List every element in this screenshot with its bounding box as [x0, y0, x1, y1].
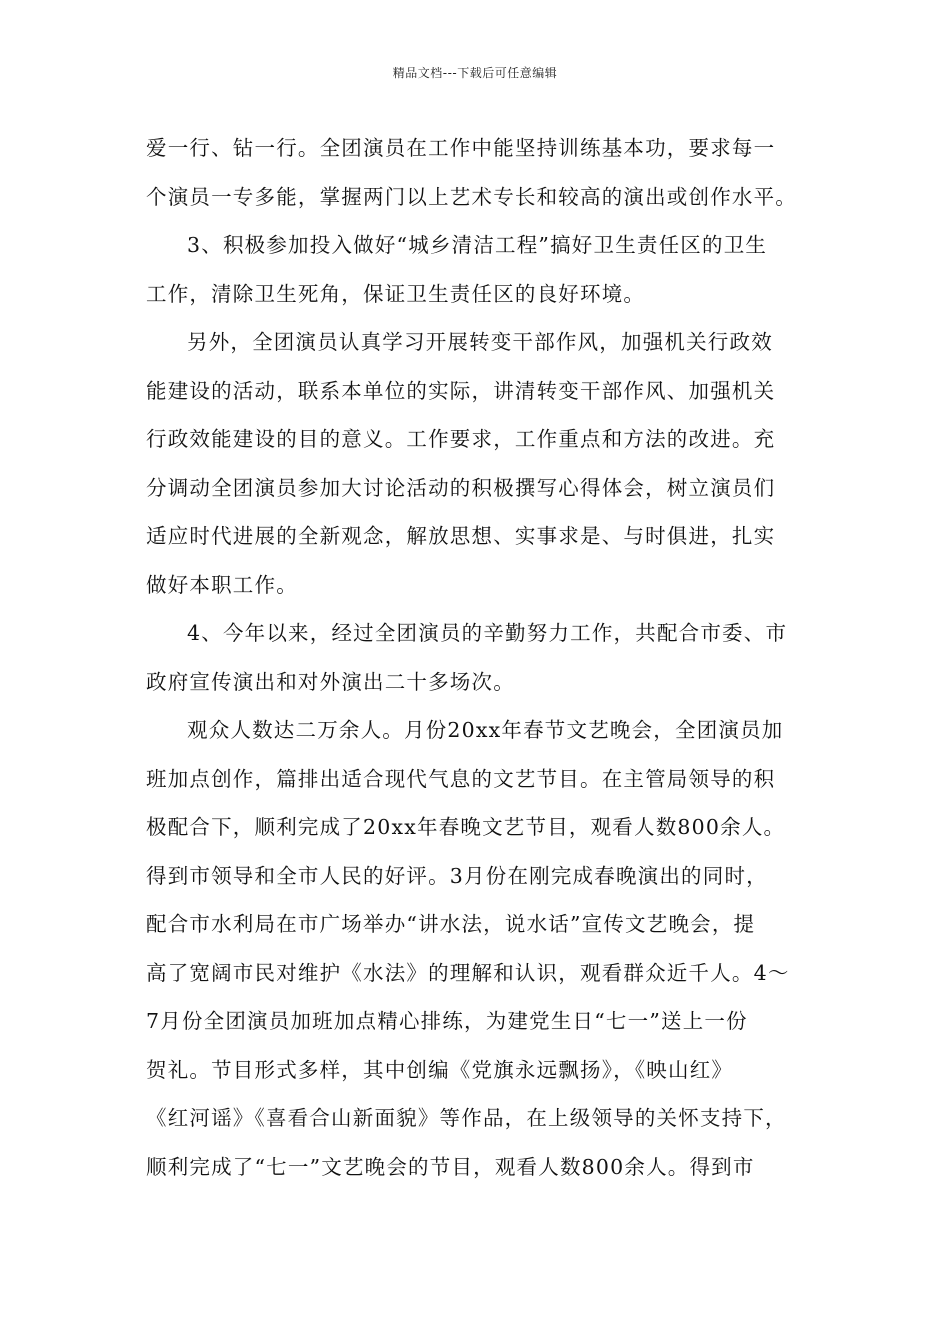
- text-line: 贺礼。节目形式多样，其中创编《党旗永远飘扬》，《映山红》: [146, 1057, 734, 1082]
- text-line: 另外，全团演员认真学习开展转变干部作风，加强机关行政效: [187, 330, 773, 354]
- document-body: [146, 124, 806, 1191]
- text-line: 7月份全团演员加班加点精心排练，为建党生日“七一”送上一份: [146, 1009, 748, 1033]
- text-line: 爱一行、钻一行。全团演员在工作中能坚持训练基本功，要求每一: [146, 136, 776, 160]
- text-line: 观众人数达二万余人。月份20xx年春节文艺晚会，全团演员加: [187, 718, 784, 742]
- text-line: 政府宣传演出和对外演出二十多场次。: [146, 669, 515, 694]
- text-line: 高了宽阔市民对维护《水法》的理解和认识，观看群众近千人。4～: [146, 960, 790, 985]
- text-line: 4、今年以来，经过全团演员的辛勤努力工作，共配合市委、市: [187, 621, 788, 645]
- page-header: 精品文档---下载后可任意编辑: [392, 66, 558, 80]
- text-line: 分调动全团演员参加大讨论活动的积极撰写心得体会，树立演员们: [146, 475, 776, 500]
- text-line: 班加点创作，篇排出适合现代气息的文艺节目。在主管局领导的积: [146, 766, 776, 791]
- text-line: 极配合下，顺利完成了20xx年春晚文艺节目，观看人数800余人。: [146, 815, 786, 839]
- text-line: 做好本职工作。: [146, 572, 298, 597]
- text-line: 顺利完成了“七一”文艺晚会的节目，观看人数800余人。得到市: [146, 1154, 755, 1179]
- text-line: 工作，清除卫生死角，保证卫生责任区的良好环境。: [146, 281, 646, 306]
- text-line: 个演员一专多能，掌握两门以上艺术专长和较高的演出或创作水平。: [146, 184, 797, 209]
- text-line: 配合市水利局在市广场举办“讲水法，说水话”宣传文艺晚会，提: [146, 912, 756, 936]
- text-line: 得到市领导和全市人民的好评。3月份在刚完成春晚演出的同时，: [146, 863, 768, 888]
- text-line: 适应时代进展的全新观念，解放思想、实事求是、与时俱进，扎实: [146, 524, 776, 548]
- text-line: 《红河谣》《喜看合山新面貌》等作品，在上级领导的关怀支持下，: [146, 1106, 787, 1130]
- text-line: 3、积极参加投入做好“城乡清洁工程”搞好卫生责任区的卫生: [187, 233, 768, 257]
- text-line: 行政效能建设的目的意义。工作要求，工作重点和方法的改进。充: [146, 427, 776, 451]
- text-line: 能建设的活动，联系本单位的实际，讲清转变干部作风、加强机关: [146, 378, 776, 403]
